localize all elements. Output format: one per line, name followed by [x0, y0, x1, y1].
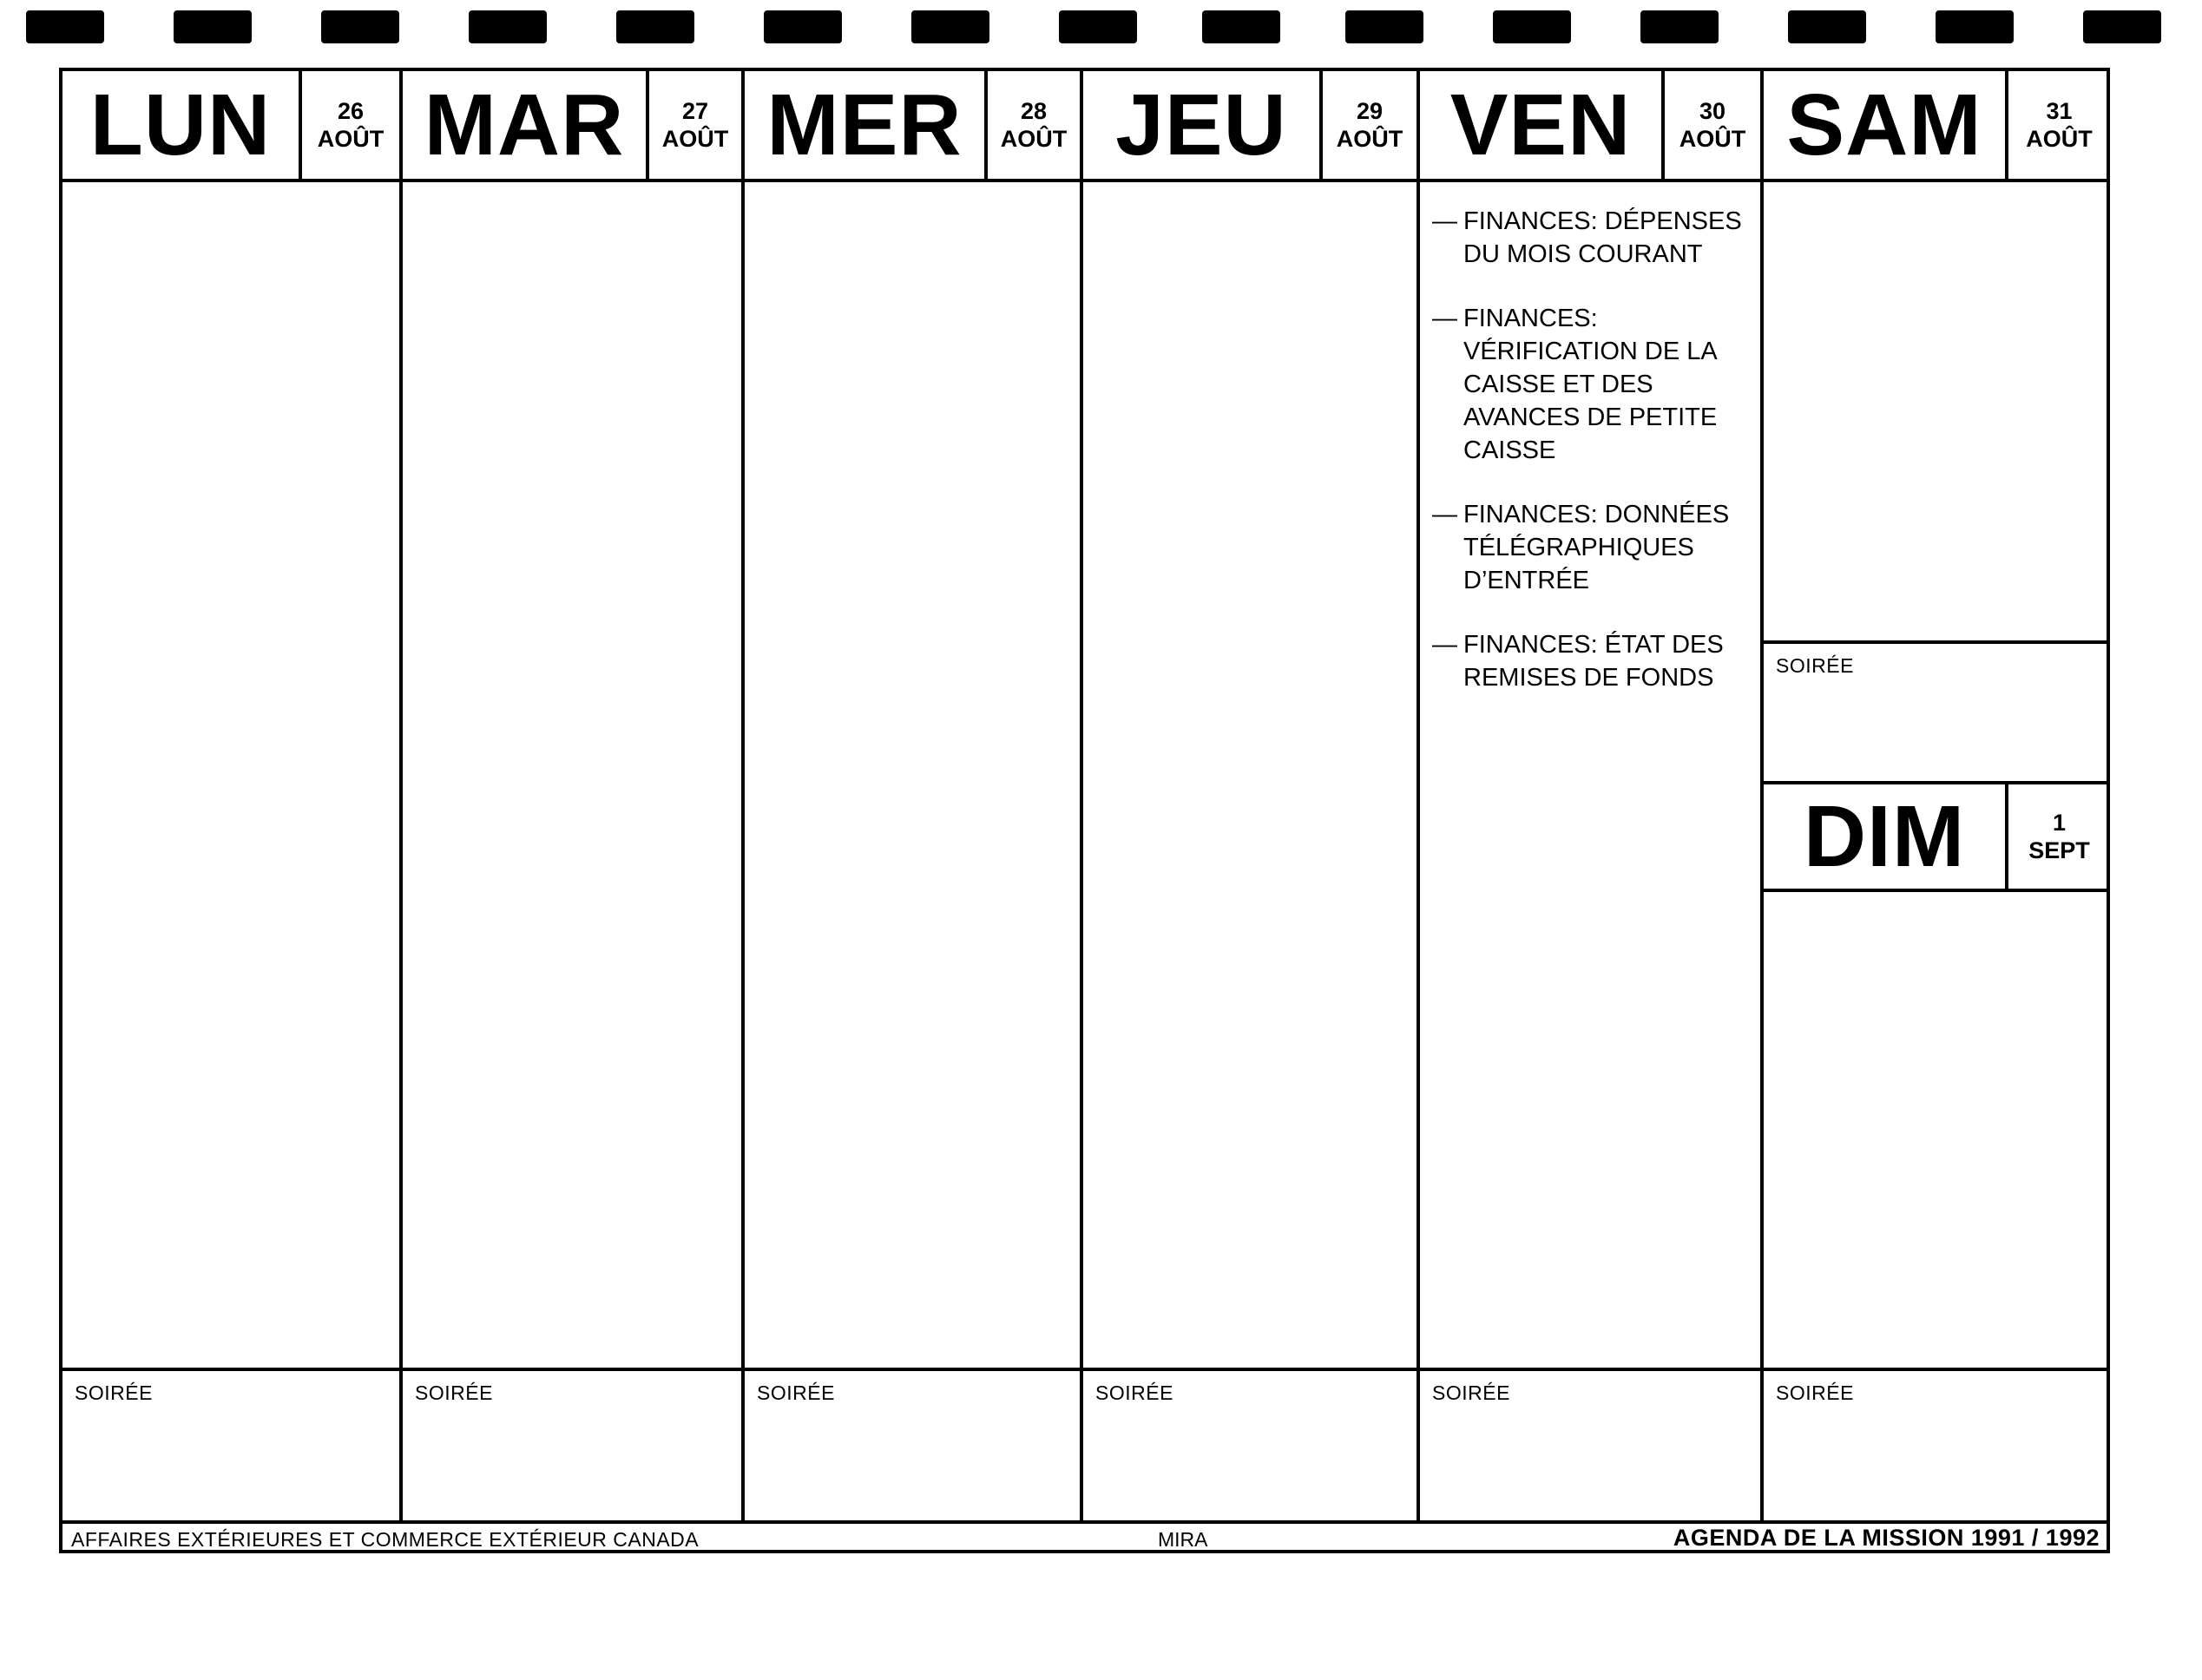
day-name: MER: [745, 71, 988, 179]
date-day: 28: [1020, 98, 1048, 124]
dash-bullet: —: [1432, 207, 1457, 235]
day-notes-area[interactable]: [1420, 182, 1760, 1371]
binding-hole: [1345, 10, 1423, 43]
task-line: CAISSE ET DES: [1463, 371, 1653, 398]
date-month: SEPT: [2028, 837, 2090, 863]
day-header: [62, 71, 399, 182]
evening-label: SOIRÉE: [1776, 654, 1854, 677]
footer: [62, 1520, 2107, 1550]
day-column-monday: [62, 71, 403, 1520]
department-name: AFFAIRES EXTÉRIEURES ET COMMERCE EXTÉRIEUR CANADA: [71, 1528, 700, 1551]
day-header: [1083, 71, 1417, 182]
evening-label: SOIRÉE: [415, 1381, 493, 1404]
task-line: VÉRIFICATION DE LA: [1463, 338, 1718, 365]
task-item: [1432, 205, 1750, 271]
binding-hole: [26, 10, 104, 43]
day-column-weekend: [1764, 71, 2107, 1520]
day-name: SAM: [1764, 71, 2008, 179]
day-header: [1420, 71, 1760, 182]
evening-area[interactable]: [1083, 1371, 1417, 1520]
binding-hole: [616, 10, 694, 43]
system-name: MIRA: [1158, 1528, 1208, 1551]
day-name: JEU: [1083, 71, 1323, 179]
task-line: FINANCES: DONNÉES: [1463, 501, 1730, 528]
dash-bullet: —: [1432, 305, 1457, 332]
binding-hole: [1936, 10, 2014, 43]
saturday-evening-area[interactable]: [1764, 644, 2107, 784]
evening-area[interactable]: [62, 1371, 399, 1520]
date-month: AOÛT: [1679, 126, 1746, 152]
sunday-evening-area[interactable]: [1764, 1371, 2107, 1520]
task-line: REMISES DE FONDS: [1463, 664, 1714, 692]
date-box: [988, 71, 1080, 179]
task-list: [1420, 182, 1760, 694]
day-column-tuesday: [403, 71, 745, 1520]
evening-area[interactable]: [1420, 1371, 1760, 1520]
date-box: [1665, 71, 1760, 179]
evening-label: SOIRÉE: [757, 1381, 835, 1404]
sunday-header: [1764, 784, 2107, 892]
task-item: [1432, 302, 1750, 467]
dash-bullet: —: [1432, 631, 1457, 659]
date-day: 26: [337, 98, 365, 124]
date-box: [302, 71, 399, 179]
day-header: [745, 71, 1080, 182]
day-name: MAR: [403, 71, 649, 179]
date-day: 30: [1699, 98, 1726, 124]
day-header: [403, 71, 741, 182]
day-column-friday: [1420, 71, 1764, 1520]
task-line: TÉLÉGRAPHIQUES: [1463, 534, 1694, 561]
task-line: FINANCES: ÉTAT DES: [1463, 631, 1724, 659]
task-line: AVANCES DE PETITE: [1463, 404, 1718, 431]
dash-bullet: —: [1432, 501, 1457, 528]
day-column-thursday: [1083, 71, 1420, 1520]
saturday-notes-area[interactable]: [1764, 182, 2107, 644]
day-name: VEN: [1420, 71, 1665, 179]
binding-hole: [1059, 10, 1137, 43]
date-day: 29: [1356, 98, 1384, 124]
binding-hole: [911, 10, 989, 43]
binding-hole: [469, 10, 547, 43]
binding-hole: [2083, 10, 2161, 43]
task-line: CAISSE: [1463, 436, 1556, 464]
day-header: [1764, 71, 2107, 182]
date-day: 1: [2052, 810, 2067, 836]
day-name: DIM: [1764, 784, 2008, 889]
date-box: [2012, 784, 2107, 889]
binding-hole: [764, 10, 842, 43]
date-month: AOÛT: [317, 126, 385, 152]
evening-area[interactable]: [403, 1371, 741, 1520]
evening-label: SOIRÉE: [1432, 1381, 1510, 1404]
binding-hole: [174, 10, 252, 43]
day-notes-area[interactable]: [745, 182, 1080, 1371]
task-line: FINANCES:: [1463, 305, 1598, 332]
sunday-notes-area[interactable]: [1764, 892, 2107, 1371]
date-day: 27: [681, 98, 709, 124]
binding-hole: [1202, 10, 1280, 43]
evening-label: SOIRÉE: [75, 1381, 153, 1404]
date-month: AOÛT: [2026, 126, 2093, 152]
day-column-wednesday: [745, 71, 1083, 1520]
binding-hole: [1640, 10, 1719, 43]
day-notes-area[interactable]: [1083, 182, 1417, 1371]
task-line: FINANCES: DÉPENSES: [1463, 207, 1742, 235]
evening-label: SOIRÉE: [1095, 1381, 1173, 1404]
date-box: [1323, 71, 1417, 179]
date-month: AOÛT: [661, 126, 729, 152]
day-name: LUN: [62, 71, 302, 179]
agenda-title: AGENDA DE LA MISSION 1991 / 1992: [1673, 1525, 2100, 1551]
evening-label: SOIRÉE: [1776, 1381, 1854, 1404]
evening-area[interactable]: [745, 1371, 1080, 1520]
day-notes-area[interactable]: [403, 182, 741, 1371]
date-month: AOÛT: [1000, 126, 1068, 152]
binding-hole: [1788, 10, 1866, 43]
task-line: DU MOIS COURANT: [1463, 240, 1703, 268]
agenda-page: [59, 68, 2110, 1553]
binding-hole: [321, 10, 399, 43]
task-line: D’ENTRÉE: [1463, 567, 1590, 594]
date-month: AOÛT: [1336, 126, 1403, 152]
date-day: 31: [2046, 98, 2073, 124]
task-item: [1432, 628, 1750, 694]
day-notes-area[interactable]: [62, 182, 399, 1371]
binding-hole: [1493, 10, 1571, 43]
task-item: [1432, 498, 1750, 597]
date-box: [2012, 71, 2107, 179]
date-box: [649, 71, 741, 179]
